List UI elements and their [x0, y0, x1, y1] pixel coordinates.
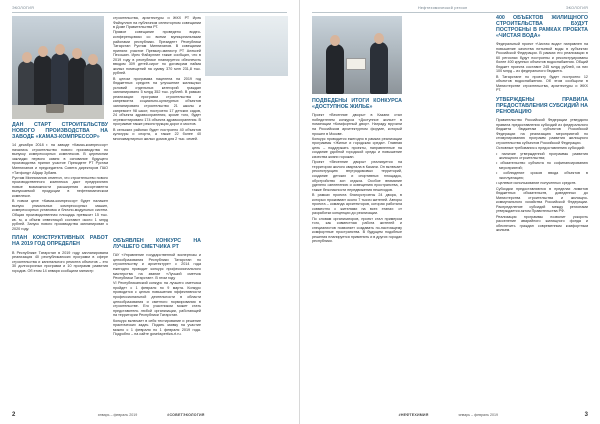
article-paragraph: В новом цехе «Камаз-компрессор» будет налажен выпуск уникальных компрессорных машин, компрессорных установок и блочно-модульных систем. Общая производственная площадь превысит 15 тыс. кв. м, а объем инвестиций составит около 1 млрд рублей. Запуск нового производства запланирован к 2020 году.	[12, 199, 108, 231]
article-paragraph: В целом программа нацелена на 2019 год бюджетных средств на улучшение жилищных условий отдельных категорий граждан запланировано 5 млрд 352 тыс. рублей. В рамках реализации программ строительства и капремонта социально-культурных объектов запланировано строительство 21 школы и капремонт 98 школ; построено 17 детских садов, 24 объекта здравоохранения, кроме того, будет отремонтировано 174 объекта здравоохранения. В программе также реконструкция дорог и мостов.	[113, 76, 201, 127]
ceremony-photo	[12, 16, 104, 119]
article-heading: ПЛАН КОНСТРУКТИВНЫХ РАБОТ НА 2019 ГОД ОПРЕДЕЛЕН	[12, 235, 108, 248]
article-heading: 400 ОБЪЕКТОВ ЖИЛИЩНОГО СТРОИТЕЛЬСТВА БУДУТ ПОСТРОЕНЫ В РАМКАХ ПРОЕКТА «ЧИСТАЯ ВОДА»	[496, 15, 588, 39]
article-paragraph: В Республике Татарстан в 2019 году запланирована реализация 40 республиканских программ в сфере строительства и капитального ремонта объектов – это 30 долгосрочных программ и 10 программ развития городов. Об этом 14 января сообщили министр	[12, 250, 108, 273]
side-illustration	[205, 16, 288, 76]
right-column-2	[496, 16, 588, 234]
article-paragraph: Конкурс проводится ежегодно в рамках реализации программы «Жилье и городская среда». Главная цель – поддержать проекты, направленные на создание удобной городской среды и повышение качества жизни горожан.	[312, 136, 402, 160]
article-heading: УТВЕРЖДЕНЫ ПРАВИЛА ПРЕДОСТАВЛЕНИЯ СУБСИДИЙ НА РЕНОВАЦИЮ	[496, 96, 588, 115]
article-heading: ПОДВЕДЕНЫ ИТОГИ КОНКУРСА «ДОСТУПНОЕ ЖИЛЬЕ»	[312, 98, 402, 110]
list-item: • наличие утвержденной программы развития жилищного строительства;	[496, 151, 588, 161]
diploma-icon	[346, 58, 366, 70]
header-rule	[312, 12, 588, 13]
page-footer	[312, 412, 588, 418]
header-rule	[12, 12, 287, 13]
running-head: ЭКОЛОГИЯ	[565, 6, 588, 10]
magazine-name: #НЕФТЕХИМИЯ	[398, 413, 429, 417]
running-head-center: Нефтехимический регион	[418, 6, 468, 10]
page-number: 2	[12, 412, 16, 418]
left-column-1	[12, 120, 108, 274]
article-paragraph: В Татарстане по проекту будет построено 12 объектов водоснабжения. Об этом сообщили в Министерстве строительства, архитектуры и ЖКХ РТ.	[496, 74, 588, 93]
magazine-name: #СОВЕТЭКОЛОГИЯ	[167, 413, 205, 417]
article-paragraph: Федеральный проект «Чистая вода» направлен на повышение качества питьевой воды в субъектах Российской Федерации. В рамках его реализации в 60 регионах будут построены и реконструированы более 400 крупных объектов водоснабжения. Общий бюджет проекта составит 245 млрд рублей, из них 100 млрд – из федерального бюджета.	[496, 42, 588, 74]
list-item: • целевое использование полученных средств.	[496, 181, 577, 186]
article-paragraph: ГАУ «Управление государственной экспертизы и ценообразования Республики Татарстан по строительству и архитектуре» с 2014 года ежегодно проводит конкурс профессионального мастерства на звание «Лучший сметчик Республики Татарстан». В этом году	[113, 253, 201, 281]
article-paragraph: Основные требования к предоставлению субсидий:	[496, 146, 585, 151]
issue-date: январь – февраль 2019	[97, 413, 138, 417]
article-paragraph: По словам организаторов, проект стал примером того, как совместная работа жителей и специалистов позволяет создавать по-настоящему комфортные пространства. В будущем подобные решения планируется применять и в других городах республики.	[312, 216, 402, 244]
article-paragraph: Субсидии предоставляются в пределах лимитов бюджетных обязательств, доведенных до Министерства строительства и жилищно-коммунального хозяйства Российской Федерации. Распределение субсидий между регионами утверждается актом Правительства РФ.	[496, 186, 588, 214]
article-paragraph: Рустам Минниханов отметил, что строительство нового производственного комплекса даст предприятию новые возможности расширения ассортимента выпускаемой продукции в нефтехимическом комплексе.	[12, 175, 108, 199]
issue-date: январь – февраль 2019	[458, 413, 498, 417]
right-column-1	[312, 96, 402, 245]
award-photo	[312, 16, 402, 94]
left-column-3	[113, 236, 201, 338]
article-paragraph: Прямое совещание проведено видео-конференцсвязи со всеми муниципальными районами республики. Президент Республики Татарстан Рустам Минниханов. В совещании приняли участие Премьер-министр РТ Алексей Песошин. Ирек Файзуллин также сообщил, что в 2019 году в республике планируется обеспечить вводом 309 детей-сирот по договорам найма жилых помещений на сумму 370 млн 231,8 тыс. рублей.	[113, 30, 201, 76]
article-paragraph: 14 декабря 2018 г. на заводе «Камаз-компрессор» начались строительство нового производства по выпуску компрессорных комплексов. В церемонии закладки первого камня в основание будущего производства принял участие Президент РТ Рустам Минниханов и председатель Совета директоров ПАО «Татфонд» Айдар Зубаев.	[12, 143, 108, 175]
right-page	[300, 0, 600, 424]
running-head: ЭКОЛОГИЯ	[12, 6, 35, 10]
article-paragraph: строительства, архитектуры и ЖКХ РТ Ирек Файзуллин на публичном селекторном совещании в Доме Правительства РТ.	[113, 16, 201, 30]
list-item: • соблюдение сроков ввода объектов в эксплуатацию;	[496, 171, 588, 180]
article-heading: ОБЪЯВЛЕН КОНКУРС НА ЛУЧШЕГО СМЕТЧИКА РТ	[113, 238, 201, 250]
article-paragraph: Конкурс включает в себя тестирование и решение практических задач. Подать заявку на участие можно с 1 февраля по 1 февраля 2019 года. Подробно – на сайте gosekspertiza-rt.ru.	[113, 318, 201, 337]
page-number: 3	[584, 412, 588, 418]
page-footer	[12, 412, 287, 418]
left-column-2	[113, 16, 201, 142]
article-paragraph: В рамках проекта благоустроены 24 двора, в которых проживают около 7 тысяч жителей. Авторы проекта – команда архитекторов, которая работала совместно с жителями на всех этапах: от разработки концепции до реализации.	[312, 193, 402, 216]
article-paragraph: Проект «Весенние дворы» в Казани стал победителем конкурса «Доступное жилье» в номинации «Комфортный двор». Награду вручили на Российском архитектурном форуме, который прошел в Москве.	[312, 113, 402, 136]
article-paragraph: Реализация программы позволит ускорить расселение аварийного жилищного фонда и обеспечить граждан современным комфортным жильем.	[496, 214, 588, 233]
article-paragraph: В сельских районах будет построено 40 объектов культуры и спорта, а также 22 более 40 многоквартирных жилых домов для 2 тыс. семей.	[113, 127, 201, 141]
list-item: • обязательство субъекта по софинансированию мероприятий;	[496, 161, 588, 171]
article-paragraph: Правительство Российской Федерации утвердило правила предоставления субсидий из федерального бюджета бюджетам субъектов Российской Федерации на реализацию мероприятий по стимулированию программ развития жилищного строительства субъектов Российской Федерации.	[496, 118, 588, 145]
article-heading: ДАН СТАРТ СТРОИТЕЛЬСТВУ НОВОГО ПРОИЗВОДСТВА НА ЗАВОДЕ «КАМАЗ-КОМПРЕССОР»	[12, 122, 108, 140]
article-paragraph: VI Республиканский конкурс на лучшего сметчика пройдет с 1 февраля по 9 марта. Конкурс проводится с целью повышения эффективности профессиональной деятельности в области ценообразования и сметного нормирования в строительстве. Его участником может стать представитель любой организации, работающей на территории Республики Татарстан.	[113, 281, 201, 318]
article-paragraph: Проект «Весенние дворы» реализуется на территории жилого квартала в Казани. Он включает реконструкцию внутридомовых территорий, создание детских и спортивных площадок, обустройство зон отдыха. Особое внимание уделено озеленению и освещению пространства, а также безопасности передвижения пешеходов.	[312, 160, 402, 192]
